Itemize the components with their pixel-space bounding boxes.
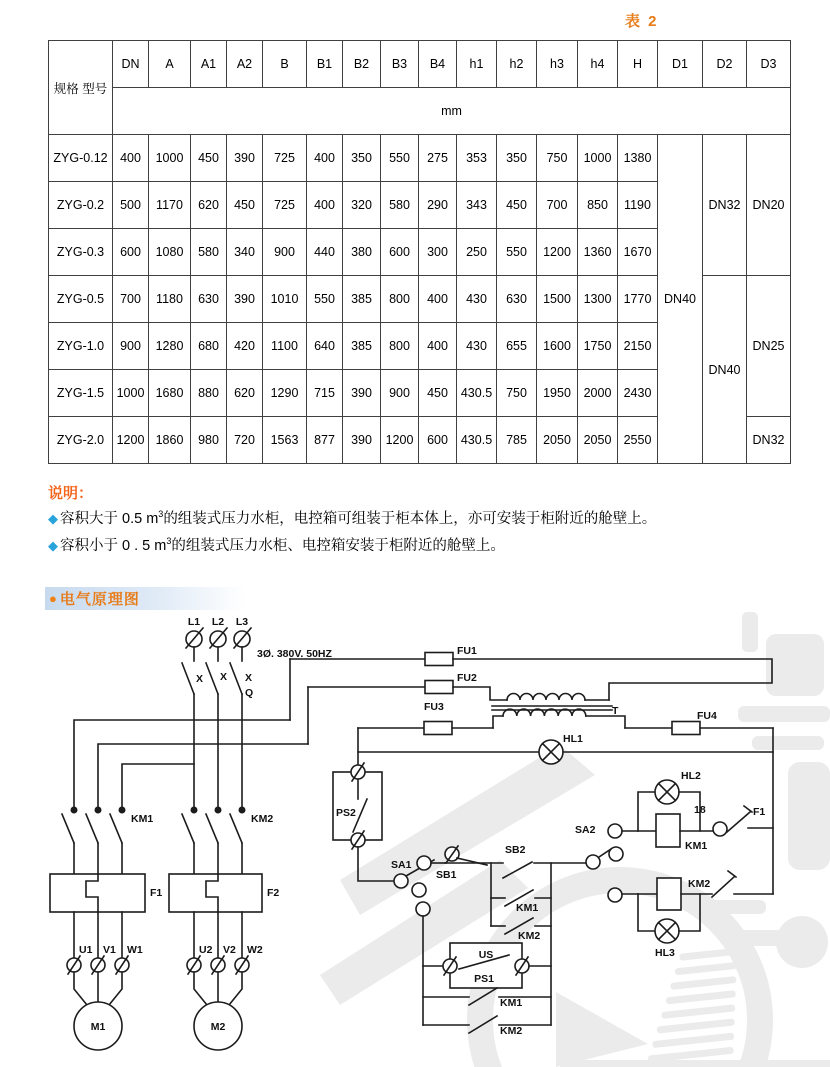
table-cell: 1200 — [113, 417, 149, 464]
table-cell: 1000 — [113, 370, 149, 417]
model-cell: ZYG-1.0 — [49, 323, 113, 370]
column-header: B4 — [419, 41, 457, 88]
label-km1-main: KM1 — [131, 813, 154, 825]
table-cell: 655 — [497, 323, 537, 370]
table-cell: 1500 — [537, 276, 578, 323]
label-t: T — [612, 705, 619, 717]
table-cell: 430 — [457, 276, 497, 323]
fuse-fu3 — [358, 701, 493, 735]
table-cell: 2550 — [618, 417, 658, 464]
column-header: B3 — [381, 41, 419, 88]
note-text: 的组装式压力水柜、电控箱安装于柜附近的舱壁上。 — [171, 538, 505, 555]
label-m2: M2 — [210, 1021, 226, 1033]
model-cell: ZYG-0.5 — [49, 276, 113, 323]
note-text: 的组装式压力水柜，电控箱可组装于柜本体上，亦可安装于柜附近的舱壁上。 — [163, 511, 657, 527]
table-cell: 600 — [113, 229, 149, 276]
column-header: B2 — [343, 41, 381, 88]
watermark-graphic — [320, 612, 830, 1067]
column-header: B1 — [307, 41, 343, 88]
label-f2: F2 — [267, 887, 280, 899]
table-cell: 2150 — [618, 323, 658, 370]
table-cell: 380 — [343, 229, 381, 276]
table-cell: 400 — [113, 135, 149, 182]
table-cell: 450 — [227, 182, 263, 229]
diamond-bullet-icon: ◆ — [48, 511, 58, 526]
label-u1: U1 — [79, 944, 93, 956]
label-km2-aux: KM2 — [518, 930, 541, 942]
label-l1: L1 — [187, 616, 201, 628]
d3-merged-cell: DN32 — [747, 417, 791, 464]
table-cell: 1000 — [149, 135, 191, 182]
label-fu4: FU4 — [697, 710, 717, 722]
label-us: US — [478, 949, 494, 961]
table-cell: 725 — [263, 182, 307, 229]
table-cell: 750 — [497, 370, 537, 417]
column-header: h4 — [578, 41, 618, 88]
table-cell: 390 — [227, 135, 263, 182]
table-cell: 630 — [497, 276, 537, 323]
label-v1: V1 — [103, 944, 116, 956]
label-km2-coil: KM2 — [688, 878, 711, 890]
label-km2-main: KM2 — [251, 813, 274, 825]
table-cell: 700 — [113, 276, 149, 323]
column-header: D3 — [747, 41, 791, 88]
table-cell: 1380 — [618, 135, 658, 182]
d3-merged-cell: DN20 — [747, 135, 791, 276]
table-cell: 290 — [419, 182, 457, 229]
table-caption: 表 2 — [625, 13, 659, 30]
table-cell: 275 — [419, 135, 457, 182]
table-cell: 750 — [537, 135, 578, 182]
label-sb1: SB1 — [436, 869, 457, 881]
table-cell: 800 — [381, 276, 419, 323]
label-km1-hold: KM1 — [500, 997, 523, 1009]
table-cell: 450 — [497, 182, 537, 229]
table-cell: 343 — [457, 182, 497, 229]
table-cell: 385 — [343, 276, 381, 323]
column-header: A — [149, 41, 191, 88]
label-m1: M1 — [90, 1021, 106, 1033]
label-hl1: HL1 — [563, 733, 583, 745]
table-cell: 430.5 — [457, 370, 497, 417]
table-cell: 430.5 — [457, 417, 497, 464]
d1-merged-cell: DN40 — [658, 135, 703, 464]
label-ps1: PS1 — [474, 973, 494, 985]
electrical-schematic — [0, 600, 830, 1067]
table-cell: 1280 — [149, 323, 191, 370]
table-cell: 900 — [381, 370, 419, 417]
table-cell: 880 — [191, 370, 227, 417]
label-sa1: SA1 — [391, 859, 412, 871]
column-header: h1 — [457, 41, 497, 88]
column-header: h2 — [497, 41, 537, 88]
notes-heading: 说明： — [48, 485, 94, 502]
d2-merged-cell: DN32 — [703, 135, 747, 276]
motor2-branch — [187, 912, 263, 1050]
pressure-switch-ps1 — [423, 943, 551, 988]
column-header: A1 — [191, 41, 227, 88]
table-cell: 550 — [381, 135, 419, 182]
table-cell: 715 — [307, 370, 343, 417]
km1-main-contacts — [62, 807, 153, 875]
table-cell: 1750 — [578, 323, 618, 370]
table-cell: 1950 — [537, 370, 578, 417]
table-cell: 350 — [343, 135, 381, 182]
table-cell: 500 — [113, 182, 149, 229]
supply-terminals — [186, 616, 251, 648]
label-w1: W1 — [127, 944, 143, 956]
d2-merged-cell: DN40 — [703, 276, 747, 464]
motor1-branch — [67, 912, 143, 1050]
table-cell: 1080 — [149, 229, 191, 276]
label-km2-hold: KM2 — [500, 1025, 523, 1037]
model-cell: ZYG-0.12 — [49, 135, 113, 182]
table-cell: 400 — [419, 276, 457, 323]
table-cell: 390 — [227, 276, 263, 323]
label-l2: L2 — [211, 616, 225, 628]
model-cell: ZYG-0.2 — [49, 182, 113, 229]
column-header: A2 — [227, 41, 263, 88]
note-text: 容积大于 0.5 m — [60, 511, 159, 527]
phase-wiring — [74, 659, 308, 808]
column-header: D2 — [703, 41, 747, 88]
table-cell: 1180 — [149, 276, 191, 323]
table-cell: 680 — [191, 323, 227, 370]
column-header: B — [263, 41, 307, 88]
table-cell: 400 — [419, 323, 457, 370]
table-cell: 900 — [113, 323, 149, 370]
table-cell: 700 — [537, 182, 578, 229]
table-cell: 785 — [497, 417, 537, 464]
label-v2: V2 — [223, 944, 236, 956]
table-cell: 2050 — [578, 417, 618, 464]
notes-section — [48, 482, 793, 558]
row-header: 规格 型号 — [49, 41, 113, 135]
table-cell: 1563 — [263, 417, 307, 464]
table-cell: 640 — [307, 323, 343, 370]
table-cell: 1010 — [263, 276, 307, 323]
note-text: 容积小于 0 . 5 m — [60, 538, 167, 555]
label-fu3: FU3 — [424, 701, 444, 713]
thermal-relay-f1 — [50, 874, 162, 912]
label-km1-aux: KM1 — [516, 902, 539, 914]
table-cell: 550 — [497, 229, 537, 276]
model-cell: ZYG-2.0 — [49, 417, 113, 464]
label-x3: X — [245, 672, 253, 684]
table-cell: 877 — [307, 417, 343, 464]
label-hl2: HL2 — [681, 770, 701, 782]
table-cell: 1770 — [618, 276, 658, 323]
note-item — [48, 508, 793, 530]
label-q: Q — [245, 687, 254, 699]
section-title: 电气原理图 — [59, 591, 140, 608]
table-cell: 430 — [457, 323, 497, 370]
table-cell: 390 — [343, 370, 381, 417]
dimension-table — [48, 40, 791, 464]
table-cell: 1170 — [149, 182, 191, 229]
label-x2: X — [220, 671, 228, 683]
table-cell: 630 — [191, 276, 227, 323]
note-item — [48, 535, 793, 557]
table-cell: 720 — [227, 417, 263, 464]
table-cell: 400 — [307, 182, 343, 229]
d3-merged-cell: DN25 — [747, 276, 791, 417]
table-cell: 385 — [343, 323, 381, 370]
label-w2: W2 — [247, 944, 263, 956]
table-cell: 850 — [578, 182, 618, 229]
km2-main-contacts — [182, 807, 273, 875]
label-fu2: FU2 — [457, 672, 477, 684]
table-cell: 725 — [263, 135, 307, 182]
table-cell: 800 — [381, 323, 419, 370]
note-superscript: 3 — [166, 536, 172, 547]
table-cell: 2430 — [618, 370, 658, 417]
transformer — [492, 694, 625, 728]
diamond-bullet-icon: ◆ — [48, 538, 58, 554]
label-fu1: FU1 — [457, 645, 477, 657]
table-cell: 1100 — [263, 323, 307, 370]
label-f1-nc: F1 — [753, 806, 766, 818]
table-cell: 1300 — [578, 276, 618, 323]
model-cell: ZYG-1.5 — [49, 370, 113, 417]
table-cell: 1000 — [578, 135, 618, 182]
fuse-fu1 — [290, 645, 772, 700]
label-km1-coil: KM1 — [685, 840, 708, 852]
table-cell: 320 — [343, 182, 381, 229]
table-cell: 580 — [381, 182, 419, 229]
thermal-relay-f2 — [169, 874, 279, 912]
table-cell: 350 — [497, 135, 537, 182]
table-cell: 550 — [307, 276, 343, 323]
unit-cell: mm — [113, 88, 791, 135]
label-sa2: SA2 — [575, 824, 596, 836]
label-supply: 3Ø. 380V. 50HZ — [257, 648, 332, 660]
table-cell: 353 — [457, 135, 497, 182]
km1-coil-branch — [638, 770, 773, 852]
table-cell: 1190 — [618, 182, 658, 229]
table-cell: 1600 — [537, 323, 578, 370]
table-cell: 1200 — [537, 229, 578, 276]
table-cell: 420 — [227, 323, 263, 370]
table-cell: 1200 — [381, 417, 419, 464]
fuse-fu2 — [308, 672, 507, 700]
table-cell: 620 — [191, 182, 227, 229]
table-cell: 2050 — [537, 417, 578, 464]
note-superscript: 3 — [158, 509, 164, 520]
table-cell: 250 — [457, 229, 497, 276]
table-cell: 1680 — [149, 370, 191, 417]
table-cell: 340 — [227, 229, 263, 276]
table-cell: 980 — [191, 417, 227, 464]
label-hl3: HL3 — [655, 947, 675, 959]
label-ps2: PS2 — [336, 807, 356, 819]
table-cell: 450 — [419, 370, 457, 417]
table-cell: 1360 — [578, 229, 618, 276]
table-cell: 300 — [419, 229, 457, 276]
table-cell: 400 — [307, 135, 343, 182]
label-terminal-18: 18 — [694, 804, 706, 816]
table-cell: 580 — [191, 229, 227, 276]
disconnect-switch — [182, 647, 253, 699]
column-header: D1 — [658, 41, 703, 88]
table-cell: 600 — [419, 417, 457, 464]
label-u2: U2 — [199, 944, 213, 956]
table-cell: 1290 — [263, 370, 307, 417]
table-cell: 900 — [263, 229, 307, 276]
label-sb2: SB2 — [505, 844, 526, 856]
table-cell: 600 — [381, 229, 419, 276]
column-header: DN — [113, 41, 149, 88]
table-row — [49, 135, 791, 182]
table-cell: 2000 — [578, 370, 618, 417]
table-cell: 620 — [227, 370, 263, 417]
table-cell: 390 — [343, 417, 381, 464]
table-cell: 1670 — [618, 229, 658, 276]
label-l3: L3 — [235, 616, 249, 628]
table-cell: 1860 — [149, 417, 191, 464]
label-f1: F1 — [150, 887, 163, 899]
label-x1: X — [196, 673, 204, 685]
column-header: h3 — [537, 41, 578, 88]
table-cell: 450 — [191, 135, 227, 182]
circle-bullet-icon: ● — [49, 591, 57, 606]
table-cell: 440 — [307, 229, 343, 276]
model-cell: ZYG-0.3 — [49, 229, 113, 276]
column-header: H — [618, 41, 658, 88]
